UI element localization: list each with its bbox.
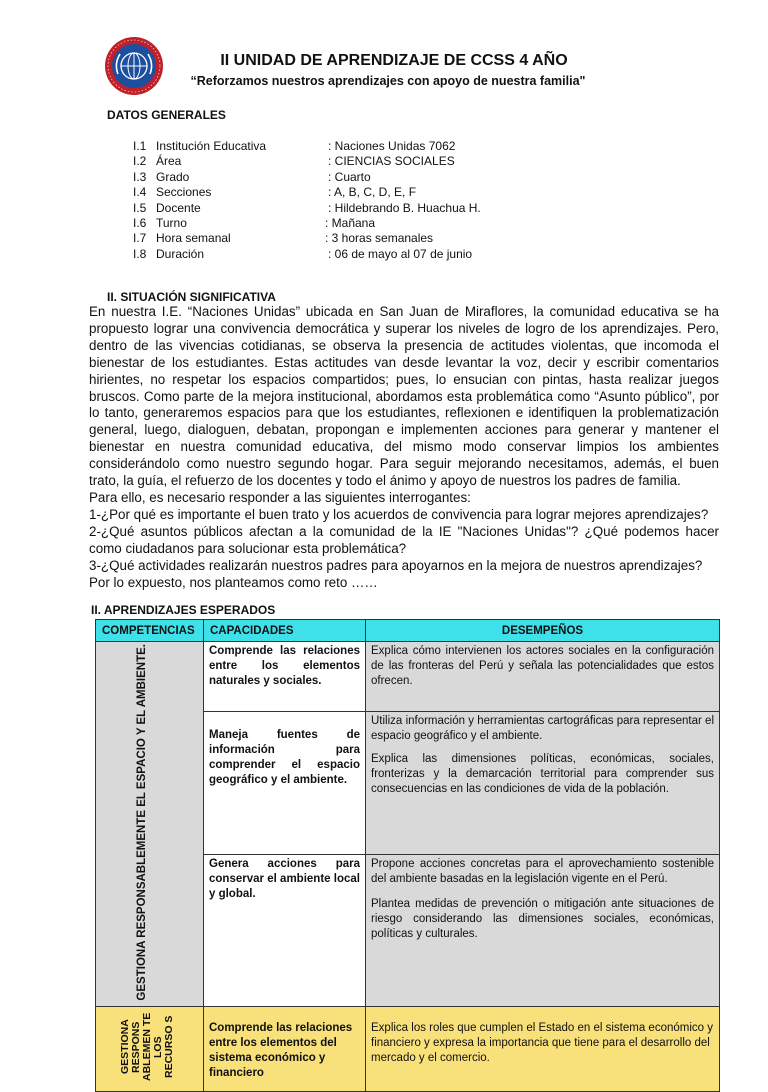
- datos-row: I.3 Grado : Cuarto: [133, 169, 371, 184]
- competencia-label: GESTIONA RESPONS ABLEMEN TE LOS RECURSO S: [118, 1012, 175, 1081]
- question-item: 2-¿Qué asuntos públicos afectan a la comunidad de la IE "Naciones Unidas"? ¿Qué podemos hacer como ciudadanos para solucionar esta problemática?: [89, 523, 719, 556]
- desempeno-cell: Explica los roles que cumplen el Estado en el sistema económico y financiero y expresa la importancia que tiene para el desarrollo del mercado y el comercio.: [366, 1006, 720, 1091]
- unit-title: II UNIDAD DE APRENDIZAJE DE CCSS 4 AÑO: [220, 52, 568, 69]
- aprendizajes-heading: II. APRENDIZAJES ESPERADOS: [91, 603, 276, 617]
- desempeno-cell: Propone acciones concretas para el aprovechamiento sostenible del ambiente basadas en la legislación vigente en el Perú. Plantea medidas de prevención o mitigación ante situaciones de riesgo considerando las dimensiones sociales, económicas, políticas y culturales.: [366, 854, 720, 1006]
- capacidad-cell: Comprende las relaciones entre los elementos del sistema económico y financiero: [204, 1006, 366, 1091]
- situacion-paragraph: En nuestra I.E. “Naciones Unidas” ubicada en San Juan de Miraflores, la comunidad educativa se ha propuesto lograr una convivencia democrática y superar los niveles de logro de los aprendizajes. Pero, dentro de las vivencias cotidianas, se observa la presencia de actitudes violentas, que incomoda el bienestar de los estudiantes. Estas actitudes van desde levantar la voz, decir y escribir comentarios hirientes, no respetar los espacios compartidos; pues, lo ensucian con pintas, hasta realizar juegos bruscos. Como parte de la mejora institucional, abordamos esta problemática como “Asunto público”, por lo tanto, generaremos espacios para que los estudiantes, reflexionen e identifiquen la problematización general, luego, dialoguen, debatan, propongan e implementen acciones para generar y mantener el bienestar en nuestra comunidad educativa, del mismo modo conservar limpios los ambientes considerándolo como nuestro segundo hogar. Para seguir mejorando necesitamos, además, el buen trato, la guía, el refuerzo de los docentes y todo el ánimo y apoyo de nuestros los padres de familia.: [89, 304, 719, 489]
- column-header: COMPETENCIAS: [96, 620, 204, 642]
- situacion-body: [89, 304, 719, 591]
- question-item: 1-¿Por qué es importante el buen trato y los acuerdos de convivencia para lograr mejores aprendizajes?: [89, 506, 709, 522]
- datos-row: I.5 Docente : Hildebrando B. Huachua H.: [133, 200, 481, 215]
- table-header-row: [96, 620, 720, 642]
- situacion-closing: Por lo expuesto, nos planteamos como reto ……: [89, 574, 378, 590]
- capacidad-cell: Maneja fuentes de información para comprender el espacio geográfico y el ambiente.: [204, 711, 366, 854]
- datos-row: I.4 Secciones : A, B, C, D, E, F: [133, 185, 417, 200]
- datos-row: I.1 Institución Educativa : Naciones Unidas 7062: [133, 139, 456, 153]
- column-header: DESEMPEÑOS: [366, 620, 720, 642]
- datos-row: I.7 Hora semanal : 3 horas semanales: [133, 231, 434, 246]
- question-item: 3-¿Qué actividades realizarán nuestros padres para apoyarnos en la mejora de nuestros aprendizajes?: [89, 557, 703, 573]
- datos-generales-list: [133, 139, 553, 262]
- competencia-cell: [96, 642, 204, 1007]
- situacion-intro: Para ello, es necesario responder a las siguientes interrogantes:: [89, 489, 471, 505]
- competencia-label: GESTIONA RESPONSABLEMENTE EL ESPACIO Y EL AMBIENTE.: [135, 644, 148, 1001]
- table-row: [96, 1006, 720, 1091]
- datos-row: I.2 Área : CIENCIAS SOCIALES: [133, 154, 455, 169]
- capacidad-cell: Genera acciones para conservar el ambiente local y global.: [204, 854, 366, 1006]
- unit-subtitle: “Reforzamos nuestros aprendizajes con apoyo de nuestra familia": [190, 74, 586, 88]
- capacidad-cell: Comprende las relaciones entre los elementos naturales y sociales.: [204, 642, 366, 712]
- competencia-cell: [96, 1006, 204, 1091]
- column-header: CAPACIDADES: [204, 620, 366, 642]
- situacion-heading: II. SITUACIÓN SIGNIFICATIVA: [107, 290, 276, 304]
- datos-row: I.8 Duración : 06 de mayo al 07 de junio: [133, 246, 473, 261]
- desempeno-cell: Utiliza información y herramientas cartográficas para representar el espacio geográfico y el ambiente. Explica las dimensiones políticas, económicas, sociales, fronterizas y la demarcación territorial para comprender sus consecuencias en las condiciones de vida de la población.: [366, 711, 720, 854]
- datos-generales-heading: DATOS GENERALES: [107, 108, 226, 122]
- desempeno-cell: Explica cómo intervienen los actores sociales en la configuración de las fronteras del Perú y señala las potencialidades que estos ofrecen.: [366, 642, 720, 712]
- datos-row: I.6 Turno : Mañana: [133, 215, 376, 230]
- aprendizajes-table: [95, 619, 720, 1092]
- table-row: [96, 642, 720, 712]
